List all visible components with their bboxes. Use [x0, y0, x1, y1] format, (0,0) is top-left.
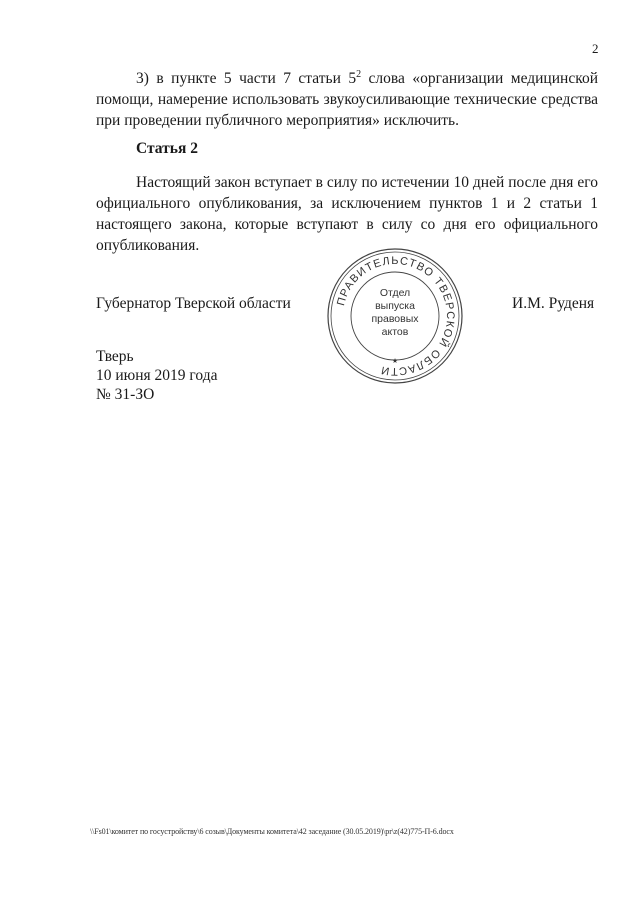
paragraph-text-end: слова «организации медицинской помощи, намерение использовать звукоусиливающие технические средства при проведении публичного мероприятия» исключить.: [96, 70, 598, 129]
paragraph-text-start: 3) в пункте 5 части 7 статьи 5: [136, 70, 357, 87]
paragraph-item-3: [96, 68, 598, 131]
stamp-line-2: выпуска: [375, 300, 415, 312]
superscript: 2: [356, 68, 362, 80]
signature-position: Губернатор Тверской области: [96, 295, 291, 312]
place: Тверь: [96, 348, 134, 365]
stamp-line-3: правовых: [371, 313, 419, 325]
date: 10 июня 2019 года: [96, 367, 218, 384]
stamp-line-1: Отдел: [379, 287, 411, 299]
article-body: Настоящий закон вступает в силу по истечении 10 дней после дня его официального опубликования, за исключением пунктов 1 и 2 статьи 1 настоящего закона, которые вступают в силу со дня его официального опубликования.: [96, 174, 598, 254]
article-heading: Статья 2: [136, 140, 198, 157]
signature-name: И.М. Руденя: [512, 295, 595, 312]
stamp-ring-text: ПРАВИТЕЛЬСТВО ТВЕРСКОЙ ОБЛАСТИ: [335, 254, 457, 378]
page-number: 2: [592, 41, 599, 56]
stamp-star-icon: ★: [391, 357, 399, 365]
document-number: № 31-ЗО: [96, 386, 155, 403]
footer-file-path: \\Fs01\комитет по госустройству\6 созыв\Документы комитета\42 заседание (30.05.2019)\pr\z(42)775-П-6.docx: [90, 827, 454, 836]
stamp-line-4: актов: [381, 326, 409, 338]
